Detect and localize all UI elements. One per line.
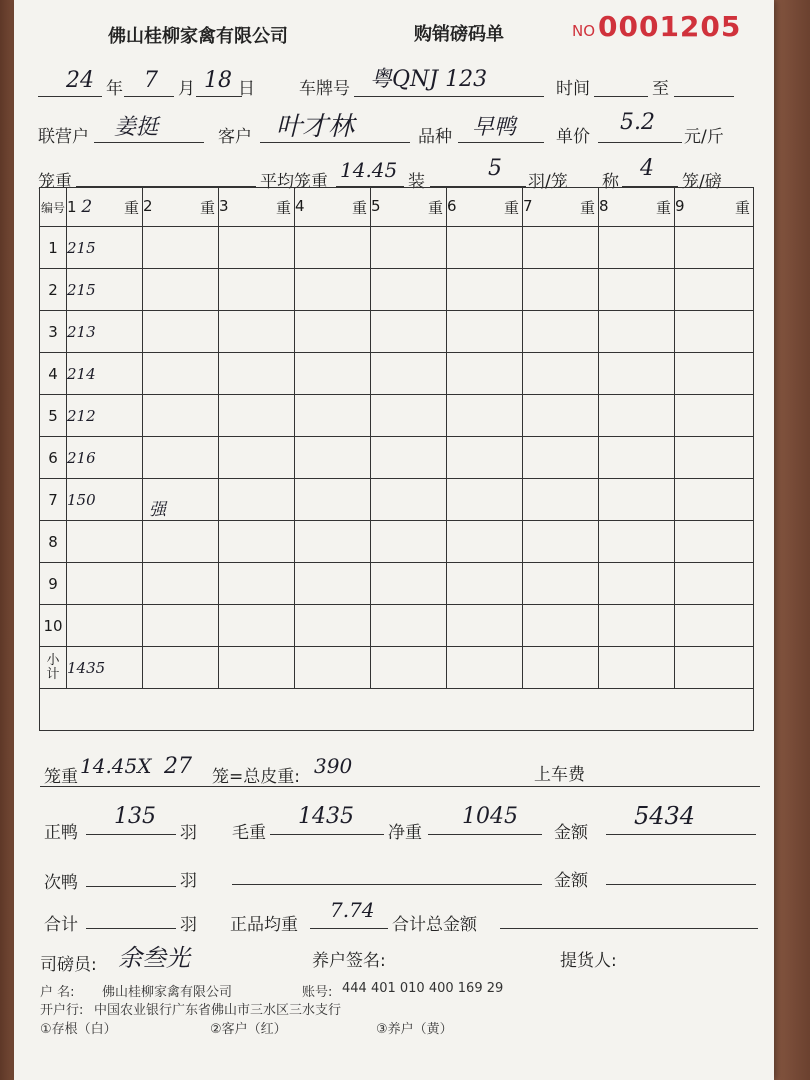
grid-row [40,227,754,269]
joint-line [94,142,204,143]
month-line [124,96,174,97]
col-header-1 [67,188,143,227]
total-amount-label: 合计总金额 [392,915,477,935]
good-duck-unit: 羽 [180,823,197,843]
col-header-5 [371,188,447,227]
weight-cell: 213 [67,311,143,353]
weight-suffix: 重 [351,198,367,217]
index-header: 编号 [40,188,67,227]
day-line [196,96,242,97]
weight-suffix: 重 [503,198,519,217]
amount-value: 5434 [634,802,696,830]
month-label: 月 [178,79,195,99]
summary-cage-weight-value: 14.45X [80,754,152,778]
plate-label: 车牌号 [299,79,350,99]
weight-suffix: 重 [427,198,443,217]
net-line [428,834,542,835]
time-start-line [594,96,648,97]
weight-cell: 215 [67,227,143,269]
account-name: 佛山桂柳家禽有限公司 [102,985,233,1000]
account-no-label: 账号: [302,985,333,1000]
cage-weight-label: 笼重 [38,172,72,192]
row-number: 5 [40,395,67,437]
copy-customer: ②客户（红） [210,1022,287,1037]
net-label: 净重 [388,823,422,843]
good-duck-line [86,834,176,835]
total-unit: 羽 [180,915,197,935]
company-name: 佛山桂柳家禽有限公司 [108,26,288,47]
row-number: 8 [40,521,67,563]
copy-farmer: ③养户（黄） [376,1022,453,1037]
grid-row [40,311,754,353]
col-header-7 [523,188,599,227]
load-label: 装 [408,172,425,192]
good-duck-value: 135 [114,804,156,829]
summary-divider [40,786,760,787]
gross-line [270,834,384,835]
col-number: 5 [371,196,381,215]
grid-row [40,521,754,563]
document-title: 购销磅码单 [414,24,504,45]
weight-cell-note: 强 [143,479,219,521]
scale-label: 称 [602,172,619,192]
col-number: 4 [295,196,305,215]
grid-row [40,353,754,395]
weigher-signature: 余叁光 [118,944,190,972]
second-duck-line [86,886,176,887]
col-number: 2 [143,196,153,215]
avg-cage-value: 14.45 [340,158,398,182]
receipt-paper [14,0,774,1080]
joint-value: 姜挺 [114,115,159,140]
price-label: 单价 [556,127,590,147]
amount-line [606,834,756,835]
plate-line [354,96,544,97]
second-duck-label: 次鸭 [44,873,78,893]
total-label: 合计 [44,915,78,935]
serial-prefix: NO [572,22,596,40]
row-number: 7 [40,479,67,521]
second-amount-label: 金额 [554,871,588,891]
row-number: 3 [40,311,67,353]
weight-suffix: 重 [734,198,750,217]
weight-cell: 215 [67,269,143,311]
year-label: 年 [106,79,123,99]
per-pound-label: 笼/磅 [682,172,722,192]
weight-suffix: 重 [199,198,215,217]
second-duck-weight-line [232,884,542,885]
total-line [86,928,176,929]
blank-row [40,689,754,731]
total-amount-line [500,928,758,929]
account-name-label: 户 名: [40,985,75,1000]
grid-row [40,395,754,437]
row-number: 1 [40,227,67,269]
breed-label: 品种 [418,127,452,147]
col1-mark: 2 [81,196,93,217]
col-header-2 [143,188,219,227]
pickup-label: 提货人: [560,951,617,971]
weight-cell: 214 [67,353,143,395]
gross-label: 毛重 [232,823,266,843]
row-number: 10 [40,605,67,647]
grid-row [40,479,754,521]
col-number: 7 [523,196,533,215]
col-number: 6 [447,196,457,215]
weigher-label: 司磅员: [40,955,97,975]
subtotal-value: 1435 [67,647,143,689]
subtotal-row [40,647,754,689]
row-number: 4 [40,353,67,395]
col-header-6 [447,188,523,227]
row-number: 2 [40,269,67,311]
price-value: 5.2 [620,110,655,135]
col-header-8 [599,188,675,227]
grid-row [40,269,754,311]
grid-row [40,563,754,605]
copy-stub: ①存根（白） [40,1022,117,1037]
weight-suffix: 重 [275,198,291,217]
breed-value: 早鸭 [472,115,517,140]
avg-cage-label: 平均笼重 [260,172,328,192]
avg-weight-label: 正品均重 [230,915,298,935]
account-no: 444 401 010 400 169 29 [342,981,504,996]
summary-cage-weight-label: 笼重 [44,767,78,787]
price-unit: 元/斤 [684,127,724,147]
grid-header-row [40,188,754,227]
tare-value: 390 [314,754,353,778]
subtotal-label [40,647,67,689]
month-value: 7 [144,68,158,93]
price-line [598,142,682,143]
col-number: 9 [675,196,685,215]
cage-count-value: 27 [164,754,192,779]
weight-suffix: 重 [655,198,671,217]
day-value: 18 [204,68,232,93]
time-end-line [674,96,734,97]
scale-value: 4 [640,156,654,181]
col-header-9 [675,188,754,227]
serial-number: 0001205 [598,10,742,43]
col-number: 1 [67,197,77,216]
col-header-4 [295,188,371,227]
customer-label: 客户 [218,127,252,147]
bank-name: 中国农业银行广东省佛山市三水区三水支行 [94,1003,342,1018]
bank-label: 开户行: [40,1003,84,1018]
grid-row [40,605,754,647]
good-duck-label: 正鸭 [44,823,78,843]
time-to-label: 至 [652,79,669,99]
weight-cell: 150 [67,479,143,521]
weight-cell: 212 [67,395,143,437]
avg-weight-line [310,928,388,929]
time-label: 时间 [556,79,590,99]
col-header-3 [219,188,295,227]
year-line [38,96,102,97]
col-number: 3 [219,196,229,215]
loading-fee-label: 上车费 [534,765,585,785]
day-label: 日 [238,79,255,99]
joint-label: 联营户 [38,127,89,147]
subtotal-label-top: 小 [46,652,60,668]
plate-value: 粤QNJ 123 [370,67,488,92]
gross-value: 1435 [298,804,354,829]
farmer-signature-label: 养户签名: [312,951,386,971]
total-tare-label: 笼=总皮重: [212,767,300,787]
load-value: 5 [488,156,502,181]
subtotal-label-bottom: 计 [46,666,60,682]
breed-line [458,142,544,143]
avg-weight-value: 7.74 [330,898,375,922]
grid-row [40,437,754,479]
weight-grid [39,187,754,731]
second-amount-line [606,884,756,885]
weight-suffix: 重 [123,198,139,217]
col-number: 8 [599,196,609,215]
second-duck-unit: 羽 [180,871,197,891]
row-number: 6 [40,437,67,479]
customer-value: 叶才林 [276,112,355,142]
weight-suffix: 重 [579,198,595,217]
amount-label: 金额 [554,823,588,843]
per-cage-label: 羽/笼 [528,172,568,192]
weight-cell: 216 [67,437,143,479]
year-value: 24 [66,68,94,93]
net-value: 1045 [462,804,518,829]
row-number: 9 [40,563,67,605]
